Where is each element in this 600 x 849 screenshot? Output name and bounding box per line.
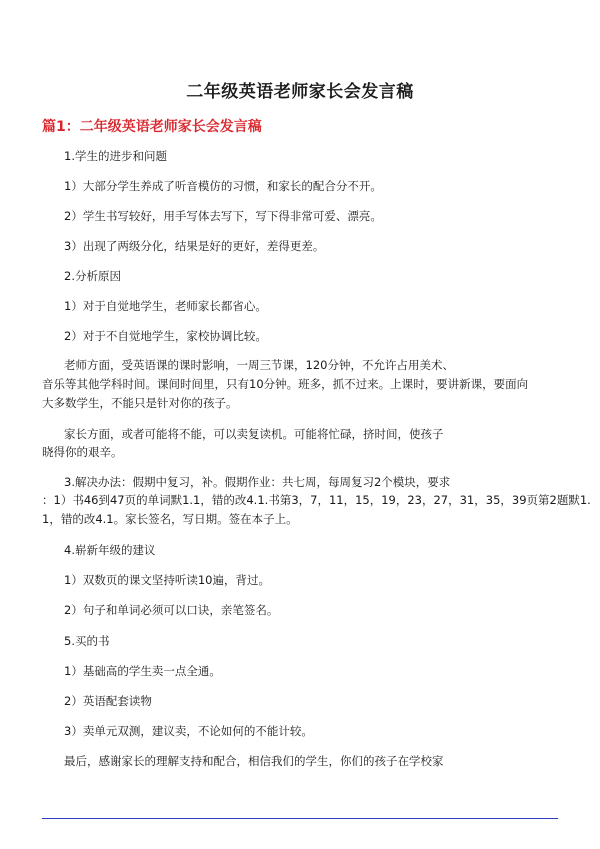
paragraph-line: 2）句子和单词必须可以口诀，亲笔签名。	[64, 603, 279, 617]
section-heading: 篇1：二年级英语老师家长会发言稿	[42, 119, 262, 135]
paragraph-line: 1）基础高的学生卖一点全通。	[64, 664, 221, 678]
paragraph-line: 晓得你的艰辛。	[42, 445, 123, 459]
footer-divider	[42, 818, 558, 819]
paragraph-line: 1）大部分学生养成了听音模仿的习惯，和家长的配合分不开。	[64, 179, 382, 193]
paragraph-line: 最后，感谢家长的理解支持和配合，相信我们的学生，你们的孩子在学校家	[64, 754, 444, 768]
paragraph-line: 3）卖单元双测，建议卖，不论如何的不能计较。	[64, 724, 313, 738]
heading-progress-problems: 1.学生的进步和问题	[64, 149, 167, 163]
paragraph-line: 2）学生书写较好，用手写体去写下，写下得非常可爱、漂亮。	[64, 209, 382, 223]
paragraph-line: 1）双数页的课文坚持听读10遍，背过。	[64, 573, 270, 587]
paragraph-line: 2）对于不自觉地学生，家校协调比较。	[64, 329, 267, 343]
paragraph-line: 大多数学生，不能只是针对你的孩子。	[42, 396, 238, 410]
paragraph-line: 老师方面，受英语课的课时影响，一周三节课，120分钟，不允许占用美术、	[64, 358, 454, 372]
paragraph-line: 3）出现了两级分化，结果是好的更好，差得更差。	[64, 239, 325, 253]
paragraph-line: 1，错的改4.1。家长签名，写日期。签在本子上。	[42, 512, 298, 526]
paragraph-line: 2）英语配套读物	[64, 694, 152, 708]
heading-solution: 3.解决办法：假期中复习，补。假期作业：共七周，每周复习2个模块，要求	[64, 475, 451, 489]
heading-books-to-buy: 5.买的书	[64, 634, 110, 648]
paragraph-line: 音乐等其他学科时间。课间时间里，只有10分钟。班多，抓不过来。上课时，要讲新课，要面向	[42, 377, 529, 391]
paragraph-line: ：1）书46到47页的单词默1.1，错的改4.1.书第3，7，11，15，19，23，27，31，35，39页第2题默1.	[42, 493, 591, 507]
heading-analyze-causes: 2.分析原因	[64, 269, 121, 283]
paragraph-line: 1）对于自觉地学生，老师家长都省心。	[64, 299, 267, 313]
paragraph-line: 家长方面，或者可能将不能，可以卖复读机。可能将忙碌，挤时间，使孩子	[64, 427, 444, 441]
heading-new-grade-suggestions: 4.崭新年级的建议	[64, 543, 156, 557]
document-title: 二年级英语老师家长会发言稿	[186, 82, 414, 102]
